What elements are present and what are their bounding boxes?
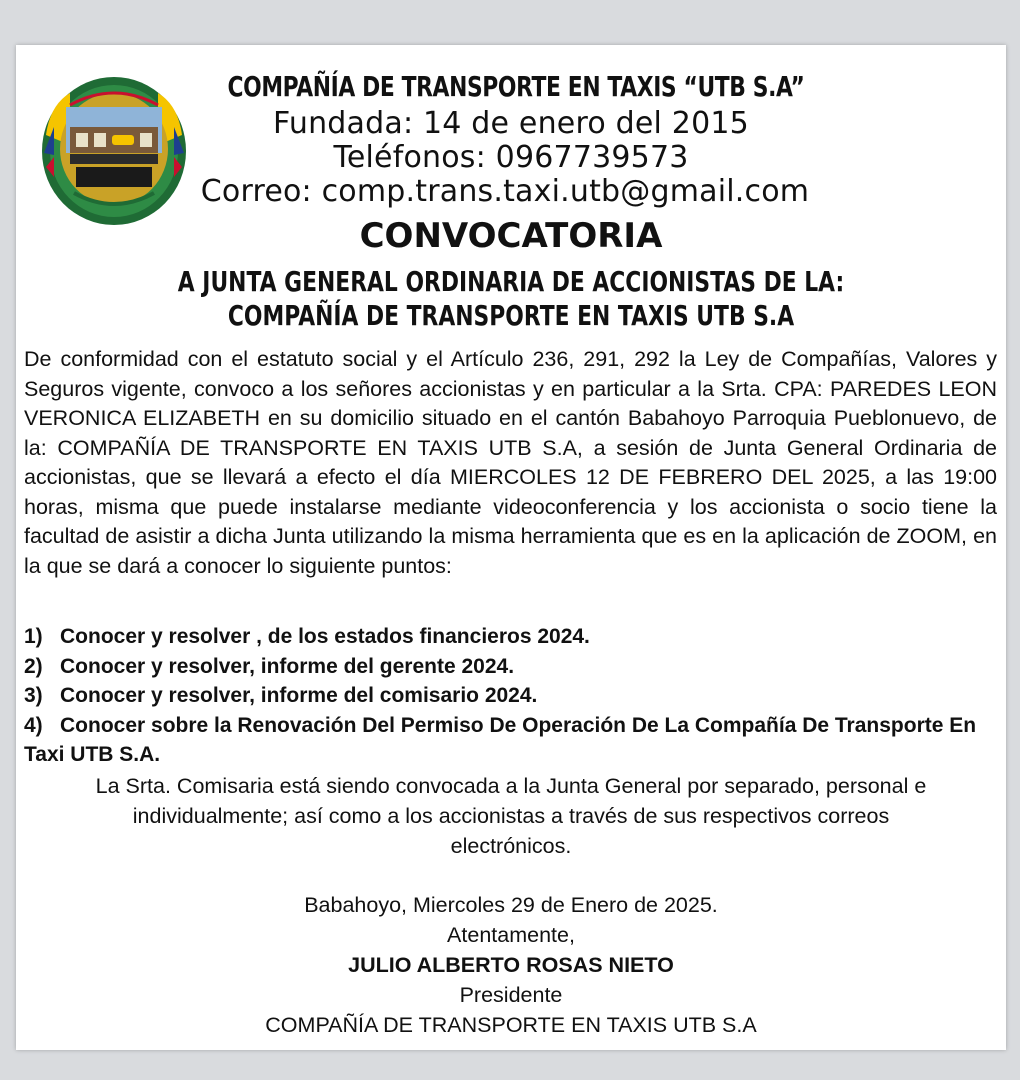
letterhead [16,67,1006,333]
subtitle-line-2: COMPAÑÍA DE TRANSPORTE EN TAXIS UTB S.A [227,299,795,332]
signer-role: Presidente [459,983,563,1007]
agenda-point-number: 3) [24,684,43,707]
founded-date: Fundada: 14 de enero del 2015 [273,106,749,141]
closing-note-line-3: electrónicos. [450,834,572,858]
agenda-point-number: 2) [24,654,43,678]
company-name: COMPAÑÍA DE TRANSPORTE EN TAXIS “UTB S.A” [227,70,805,103]
agenda-point [24,711,997,770]
signature-block [16,890,1006,1040]
document-sheet [16,45,1006,1050]
closing-note-line-2: individualmente; así como a los accionistas a través de sus respectivos correos [132,804,890,828]
place-date: Babahoyo, Miercoles 29 de Enero de 2025. [304,893,718,917]
convocation-paragraph: De conformidad con el estatuto social y el Artículo 236, 291, 292 la Ley de Compañías, Valores y Seguros vigente, convoco a los señores accionistas y en particular a la Srta. CPA: PAREDES LEON VERONICA ELIZABETH en su domicilio situado en el cantón Babahoyo Parroquia Pueblonuevo, de la: COMPAÑÍA DE TRANSPORTE EN TAXIS UTB S.A, a sesión de Junta General Ordinaria de accionistas, que se llevará a efecto el día MIERCOLES 12 DE FEBRERO DEL 2025, a las 19:00 horas, misma que puede instalarse mediante videoconferencia y los accionista o socio tiene la facultad de asistir a dicha Junta utilizando la misma herramienta que es en la aplicación de ZOOM, en la que se dará a conocer lo siguiente puntos: [24,347,997,578]
agenda-points [24,622,997,770]
email-address: Correo: comp.trans.taxi.utb@gmail.com [200,174,810,209]
agenda-point-text: Conocer y resolver, informe del comisario 2024. [60,684,538,707]
subtitle-line-1: A JUNTA GENERAL ORDINARIA DE ACCIONISTAS DE LA: [177,265,845,298]
agenda-point-text: Conocer sobre la Renovación Del Permiso De Operación De La Compañía De Transporte En Taxi UTB S.A. [24,713,977,766]
greeting: Atentamente, [447,923,575,947]
signer-company: COMPAÑÍA DE TRANSPORTE EN TAXIS UTB S.A [265,1013,757,1037]
agenda-point [24,622,997,652]
agenda-point-text: Conocer y resolver , de los estados financieros 2024. [60,625,590,648]
agenda-point [24,652,997,682]
agenda-point [24,681,997,711]
agenda-point-number: 1) [24,625,43,648]
closing-note-line-1: La Srta. Comisaria está siendo convocada a la Junta General por separado, personal e [95,774,927,798]
agenda-point-text: Conocer y resolver, informe del gerente 2024. [60,654,515,678]
signer-name: JULIO ALBERTO ROSAS NIETO [348,953,674,977]
closing-note [16,771,1006,861]
phone-numbers: Teléfonos: 0967739573 [333,140,689,175]
document-title: CONVOCATORIA [359,216,663,256]
agenda-point-number: 4) [24,713,43,737]
